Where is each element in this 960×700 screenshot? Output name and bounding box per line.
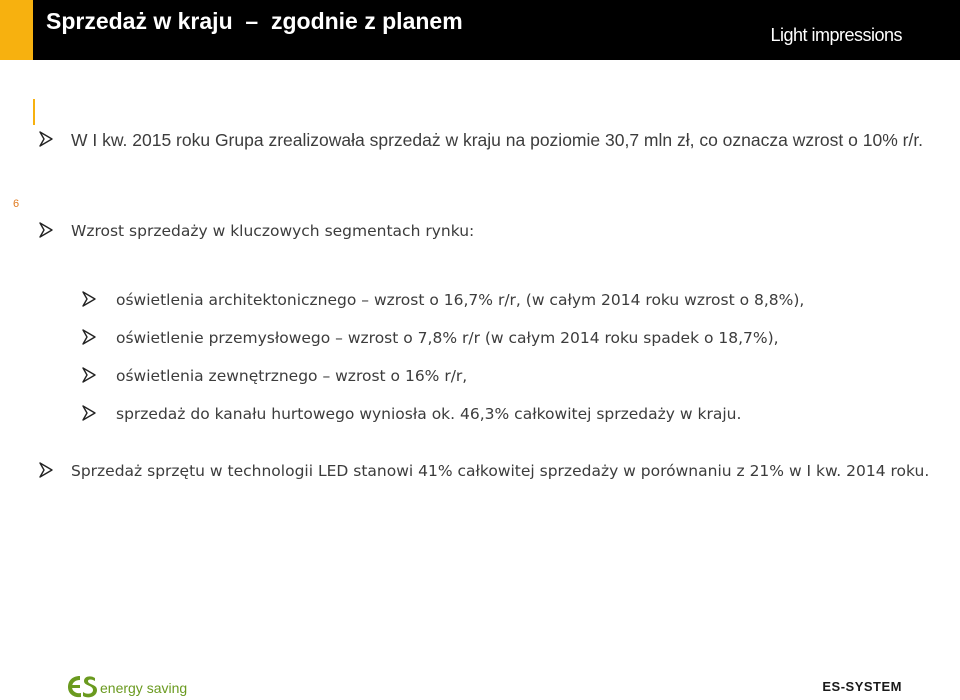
- sub-bullet-outdoor: [80, 364, 940, 389]
- bullet-text: Wzrost sprzedaży w kluczowych segmentach rynku:: [71, 222, 475, 240]
- es-leaf-logo-icon: [66, 672, 98, 700]
- sub-bullet-architectural: [80, 288, 940, 313]
- sub-bullet-wholesale: [80, 402, 940, 427]
- bullet-text: W I kw. 2015 roku Grupa zrealizowała sprzedaż w kraju na poziomie 30,7 mln zł, co oznacza wzrost o 10% r/r.: [71, 130, 924, 150]
- arrow-bullet-icon: [80, 288, 102, 310]
- sub-bullet-industrial: [80, 326, 940, 351]
- accent-block: [0, 0, 33, 60]
- bullet-growth-segments: [37, 219, 932, 244]
- sub-bullet-text: oświetlenia architektonicznego – wzrost o 16,7% r/r, (w całym 2014 roku wzrost o 8,8%),: [116, 291, 805, 309]
- energy-saving-logo: [66, 672, 187, 700]
- tagline: Light impressions: [770, 25, 902, 45]
- bullet-sales-q1: [37, 128, 932, 153]
- arrow-bullet-icon: [80, 402, 102, 424]
- slide-title: Sprzedaż w kraju – zgodnie z planem: [46, 8, 463, 34]
- arrow-bullet-icon: [37, 128, 59, 150]
- page-number: 6: [13, 198, 20, 210]
- arrow-bullet-icon: [80, 364, 102, 386]
- sub-bullet-text: oświetlenia zewnętrznego – wzrost o 16% r/r,: [116, 367, 468, 385]
- arrow-bullet-icon: [37, 219, 59, 241]
- bullet-led-share: [37, 459, 932, 484]
- sub-bullet-text: oświetlenie przemysłowego – wzrost o 7,8% r/r (w całym 2014 roku spadek o 18,7%),: [116, 329, 779, 347]
- logo-tagline: energy saving: [100, 680, 188, 696]
- arrow-bullet-icon: [37, 459, 59, 481]
- es-system-logo: ES-SYSTEM: [822, 679, 902, 694]
- bullet-text: Sprzedaż sprzętu w technologii LED stanowi 41% całkowitej sprzedaży w porównaniu z 21% w I kw. 2014 roku.: [71, 462, 930, 480]
- accent-line: [33, 99, 35, 125]
- sub-bullet-text: sprzedaż do kanału hurtowego wyniosła ok. 46,3% całkowitej sprzedaży w kraju.: [116, 405, 742, 423]
- arrow-bullet-icon: [80, 326, 102, 348]
- header-bar: [0, 0, 960, 60]
